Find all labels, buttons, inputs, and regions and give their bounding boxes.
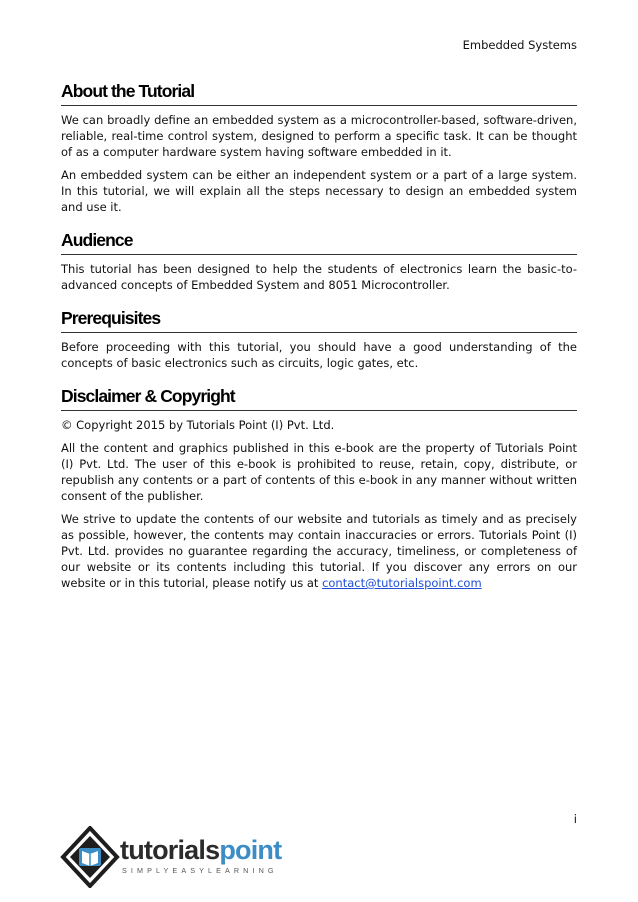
tutorialspoint-logo [60,826,282,888]
main-content [61,80,577,605]
logo-diamond-icon [60,826,120,888]
paragraph: All the content and graphics published in this e-book are the property of Tutorials Point (I) Pvt. Ltd. The user of this e-book is prohibited to reuse, retain, copy, distribute, or republish any contents or a part of contents of this e-book in any manner without written consent of the publisher. [61,441,577,503]
page-number: i [573,812,577,826]
running-header: Embedded Systems [462,38,577,52]
section-heading: Prerequisites [61,307,577,333]
section-prerequisites [61,307,577,371]
logo-wordmark: tutorialspoint [120,835,282,865]
paragraph: We can broadly define an embedded system as a microcontroller-based, software-driven, reliable, real-time control system, designed to perform a specific task. It can be thought of as a computer hardware system having software embedded in it. [61,113,577,159]
section-heading: Disclaimer & Copyright [61,385,577,411]
paragraph-with-email [61,511,577,591]
paragraph-text: We strive to update the contents of our website and tutorials as timely and as precisely as possible, however, the contents may contain inaccuracies or errors. Tutorials Point (I) Pvt. Ltd. provides no guarantee regarding the accuracy, timeliness, or completeness of our website or its contents including this tutorial. If you discover any errors on our website or in this tutorial, please notify us at [61,512,577,590]
section-heading: About the Tutorial [61,80,577,106]
email-link[interactable]: contact@tutorialspoint.com [322,576,482,590]
section-about [61,80,577,215]
section-heading: Audience [61,229,577,255]
logo-tagline: SIMPLYEASYLEARNING [122,866,278,875]
section-audience [61,229,577,293]
section-disclaimer [61,385,577,591]
paragraph: © Copyright 2015 by Tutorials Point (I) Pvt. Ltd. [61,418,335,432]
paragraph: An embedded system can be either an independent system or a part of a large system. In this tutorial, we will explain all the steps necessary to design an embedded system and use it. [61,168,577,214]
paragraph: This tutorial has been designed to help the students of electronics learn the basic-to-advanced concepts of Embedded System and 8051 Microcontroller. [61,262,577,292]
paragraph: Before proceeding with this tutorial, you should have a good understanding of the concepts of basic electronics such as circuits, logic gates, etc. [61,340,577,370]
